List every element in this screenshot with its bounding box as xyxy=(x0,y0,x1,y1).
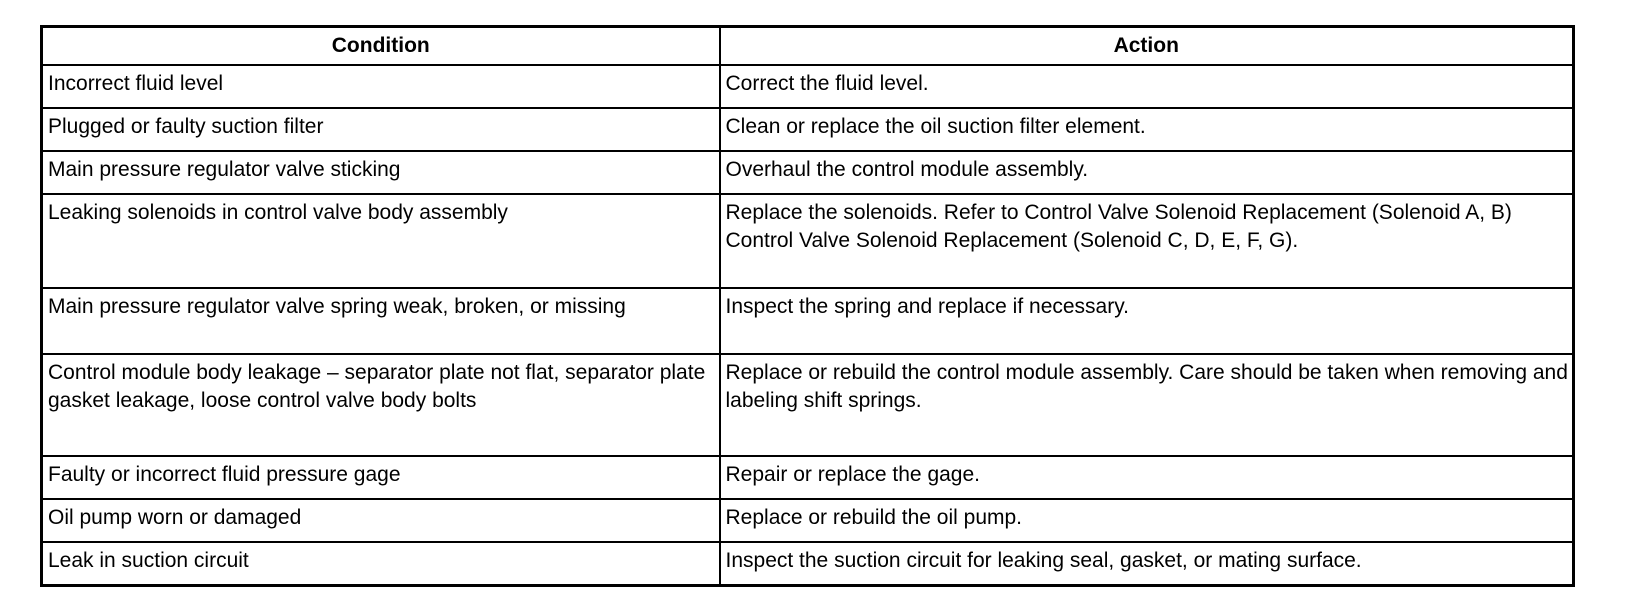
condition-cell: Main pressure regulator valve sticking xyxy=(42,151,720,194)
table-row xyxy=(42,456,1574,499)
action-cell: Replace or rebuild the oil pump. xyxy=(720,499,1574,542)
diagnostic-table xyxy=(40,25,1575,587)
condition-cell: Control module body leakage – separator plate not flat, separator plate gasket leakage, loose control valve body bolts xyxy=(42,354,720,456)
table-row xyxy=(42,288,1574,354)
table-row xyxy=(42,354,1574,456)
action-cell: Repair or replace the gage. xyxy=(720,456,1574,499)
action-cell: Correct the fluid level. xyxy=(720,65,1574,108)
action-cell: Overhaul the control module assembly. xyxy=(720,151,1574,194)
table-row xyxy=(42,499,1574,542)
table-header-row xyxy=(42,27,1574,66)
action-cell: Replace the solenoids. Refer to Control Valve Solenoid Replacement (Solenoid A, B) Control Valve Solenoid Replacement (Solenoid C, D, E, F, G). xyxy=(720,194,1574,288)
condition-cell: Plugged or faulty suction filter xyxy=(42,108,720,151)
condition-cell: Oil pump worn or damaged xyxy=(42,499,720,542)
condition-cell: Faulty or incorrect fluid pressure gage xyxy=(42,456,720,499)
column-header-condition: Condition xyxy=(42,27,720,66)
action-cell: Inspect the spring and replace if necessary. xyxy=(720,288,1574,354)
table-row xyxy=(42,65,1574,108)
table-row xyxy=(42,542,1574,586)
table-row xyxy=(42,194,1574,288)
condition-cell: Leak in suction circuit xyxy=(42,542,720,586)
column-header-action: Action xyxy=(720,27,1574,66)
table-row xyxy=(42,108,1574,151)
action-cell: Clean or replace the oil suction filter element. xyxy=(720,108,1574,151)
condition-cell: Leaking solenoids in control valve body assembly xyxy=(42,194,720,288)
condition-cell: Main pressure regulator valve spring weak, broken, or missing xyxy=(42,288,720,354)
condition-cell: Incorrect fluid level xyxy=(42,65,720,108)
action-cell: Replace or rebuild the control module assembly. Care should be taken when removing and labeling shift springs. xyxy=(720,354,1574,456)
action-cell: Inspect the suction circuit for leaking seal, gasket, or mating surface. xyxy=(720,542,1574,586)
diagnostic-table-container xyxy=(40,25,1572,587)
table-row xyxy=(42,151,1574,194)
